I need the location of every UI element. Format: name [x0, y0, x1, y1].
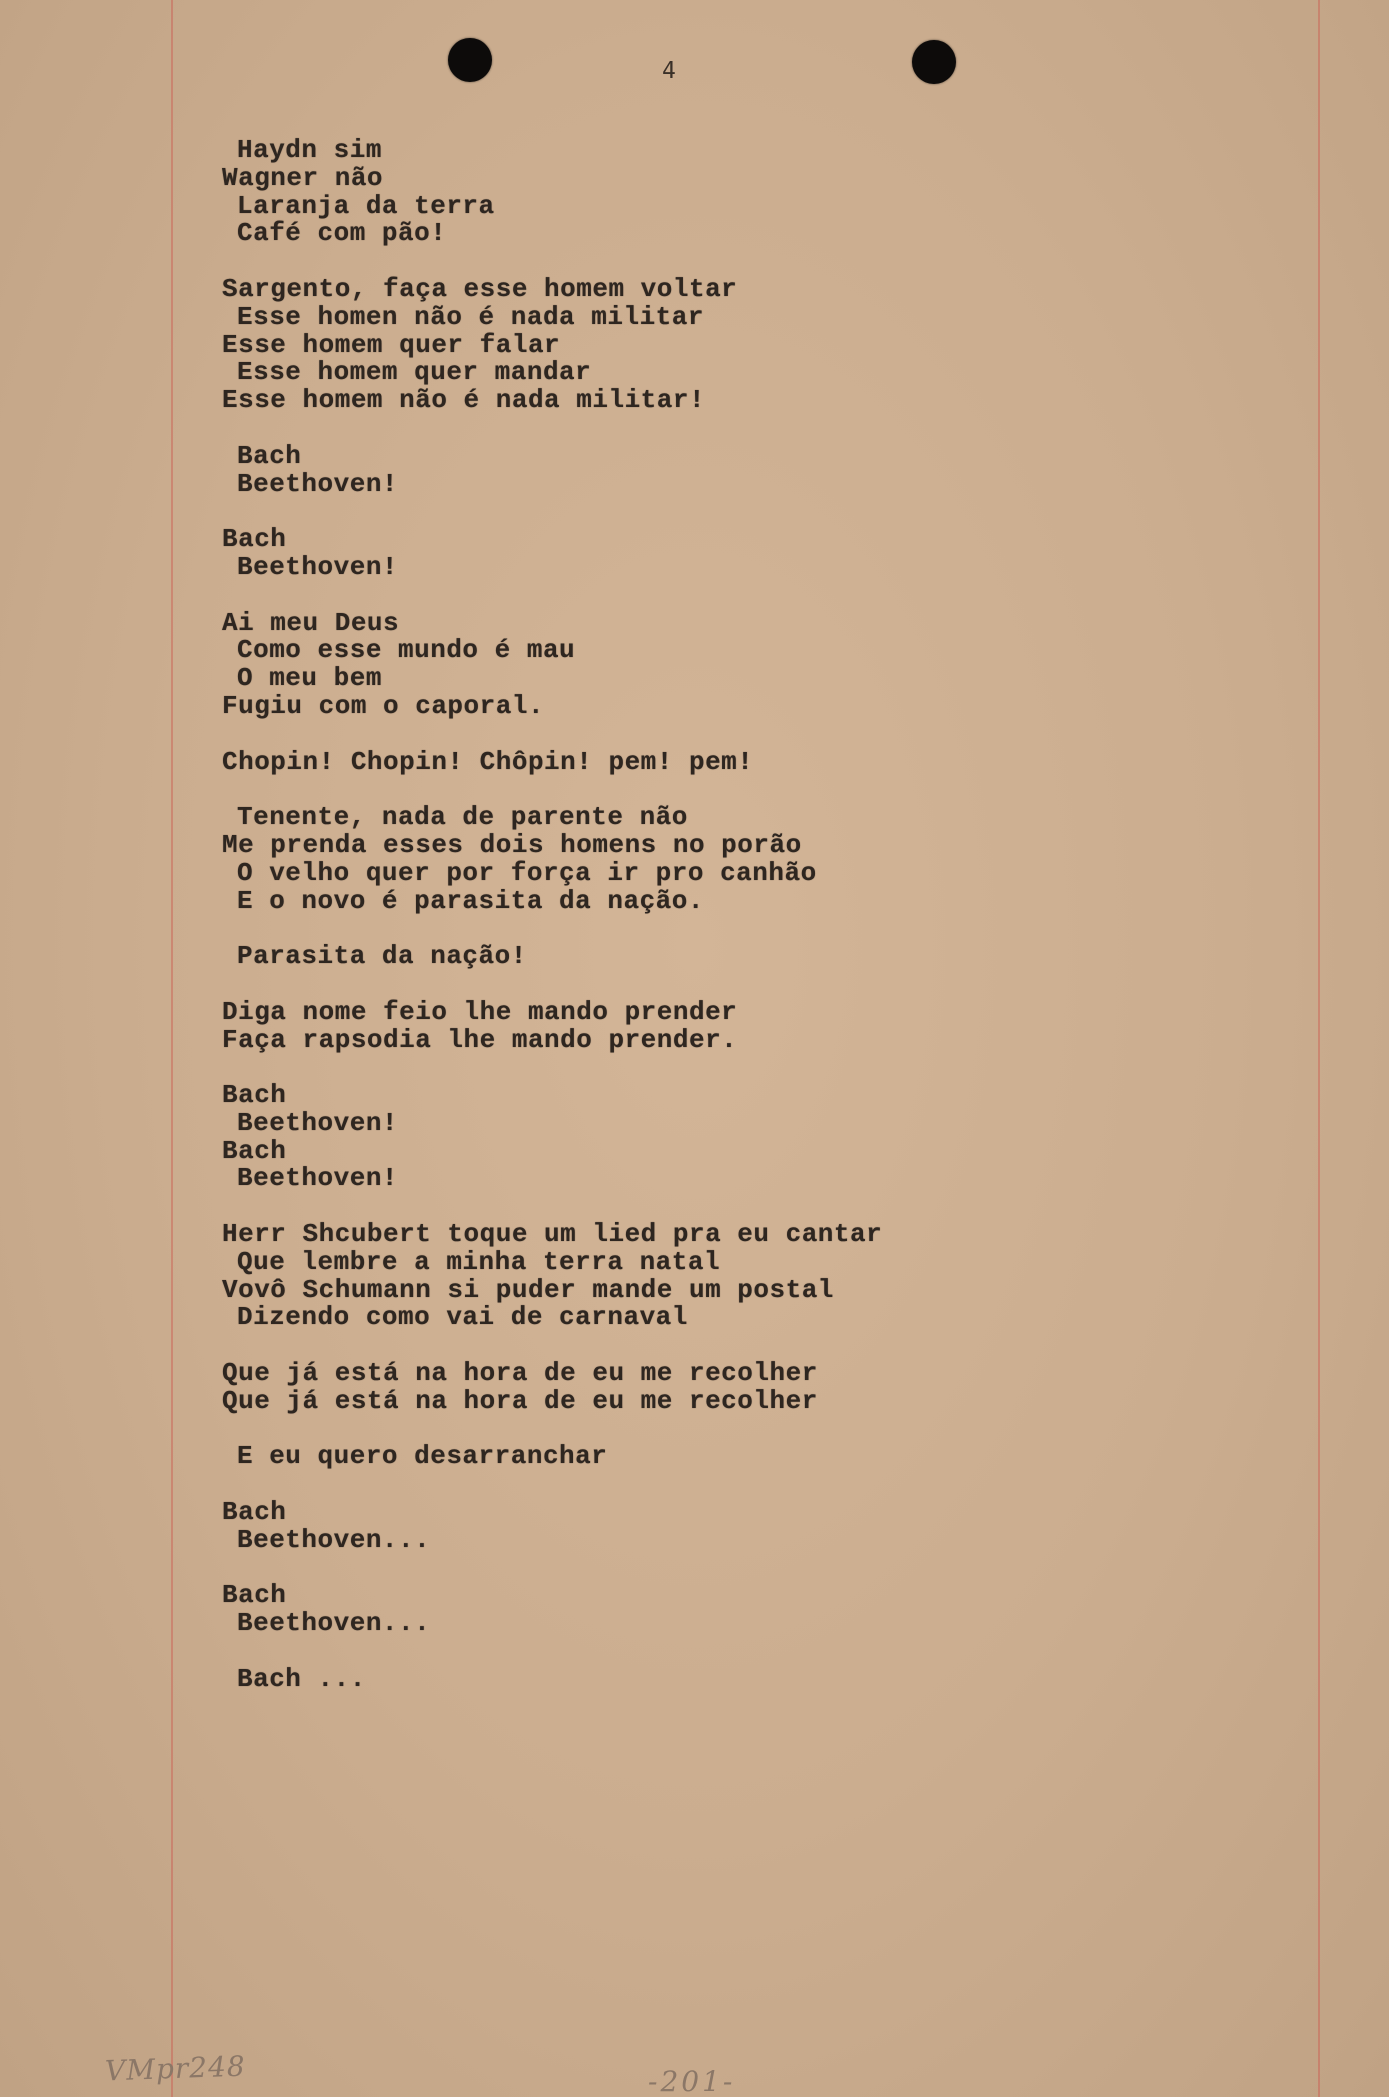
- stanza: [222, 746, 882, 777]
- poem-line: Beethoven...: [237, 1608, 431, 1639]
- poem-line: Que já está na hora de eu me recolher: [222, 1358, 818, 1389]
- stanza: [222, 607, 882, 721]
- page-number: 4: [662, 58, 676, 84]
- poem-line: Beethoven...: [237, 1524, 431, 1555]
- poem-line: Bach: [222, 1080, 287, 1111]
- poem-line: Chopin! Chopin! Chôpin! pem! pem!: [222, 746, 754, 777]
- poem-line: Café com pão!: [237, 218, 447, 249]
- poem-line: Bach: [222, 1580, 287, 1611]
- poem-line: E o novo é parasita da nação.: [237, 885, 704, 916]
- poem-line: Fugiu com o caporal.: [222, 690, 545, 721]
- poem-line: Diga nome feio lhe mando prender: [222, 996, 738, 1027]
- handwritten-archive-reference: VMpr248: [104, 2049, 247, 2088]
- stanza: [222, 526, 882, 582]
- poem-line: Tenente, nada de parente não: [237, 802, 688, 833]
- poem-line: Sargento, faça esse homem voltar: [222, 273, 738, 304]
- poem-line: Dizendo como vai de carnaval: [237, 1302, 688, 1333]
- poem-line: Herr Shcubert toque um lied pra eu cantar: [222, 1219, 883, 1250]
- poem-line: E eu quero desarranchar: [237, 1441, 608, 1472]
- poem-line: Esse homem quer falar: [222, 329, 561, 360]
- poem-line: Laranja da terra: [237, 190, 495, 221]
- poem-line: Faça rapsodia lhe mando prender.: [222, 1024, 738, 1055]
- poem-line: Que lembre a minha terra natal: [237, 1246, 721, 1277]
- poem-line: Bach: [237, 440, 302, 471]
- poem-line: Beethoven!: [237, 468, 399, 499]
- stanza: [222, 1499, 882, 1555]
- poem-line: O meu bem: [237, 663, 382, 694]
- poem-line: Wagner não: [222, 162, 384, 193]
- left-margin-line: [171, 0, 173, 2097]
- poem-line: Ai meu Deus: [222, 607, 400, 638]
- right-margin-line: [1318, 0, 1320, 2097]
- stanza: [222, 1443, 882, 1471]
- poem-line: Bach: [222, 524, 287, 555]
- handwritten-page-number: -201-: [648, 2065, 736, 2097]
- poem-line: Esse homen não é nada militar: [237, 301, 704, 332]
- stanza: [222, 273, 882, 416]
- stanza: [222, 1582, 882, 1638]
- stanza: [222, 1082, 882, 1193]
- punch-hole-left: [448, 38, 492, 82]
- poem-line: Parasita da nação!: [237, 941, 527, 972]
- stanza: [222, 1221, 882, 1332]
- stanza: [222, 137, 882, 248]
- poem-line: Beethoven!: [237, 1107, 399, 1138]
- stanza: [222, 1663, 882, 1694]
- poem-line: Bach: [222, 1497, 287, 1528]
- stanza: [222, 1360, 882, 1416]
- poem-line: Bach: [222, 1135, 287, 1166]
- stanza: [222, 804, 882, 915]
- poem-line: Beethoven!: [237, 1163, 399, 1194]
- poem-line: Como esse mundo é mau: [237, 635, 576, 666]
- typewritten-poem: [222, 137, 882, 1721]
- poem-line: Haydn sim: [237, 135, 382, 165]
- poem-line: Que já está na hora de eu me recolher: [222, 1385, 818, 1416]
- poem-line: Me prenda esses dois homens no porão: [222, 829, 802, 860]
- poem-line: Vovô Schumann si puder mande um postal: [222, 1274, 834, 1305]
- poem-line: Esse homem quer mandar: [237, 357, 592, 388]
- poem-line: Esse homem não é nada militar!: [222, 385, 706, 416]
- stanza: [222, 440, 882, 499]
- stanza: [222, 943, 882, 971]
- poem-line: O velho quer por força ir pro canhão: [237, 857, 817, 888]
- stanza: [222, 996, 882, 1055]
- poem-line: Bach ...: [237, 1663, 366, 1694]
- poem-line: Beethoven!: [237, 551, 399, 582]
- punch-hole-right: [912, 40, 956, 84]
